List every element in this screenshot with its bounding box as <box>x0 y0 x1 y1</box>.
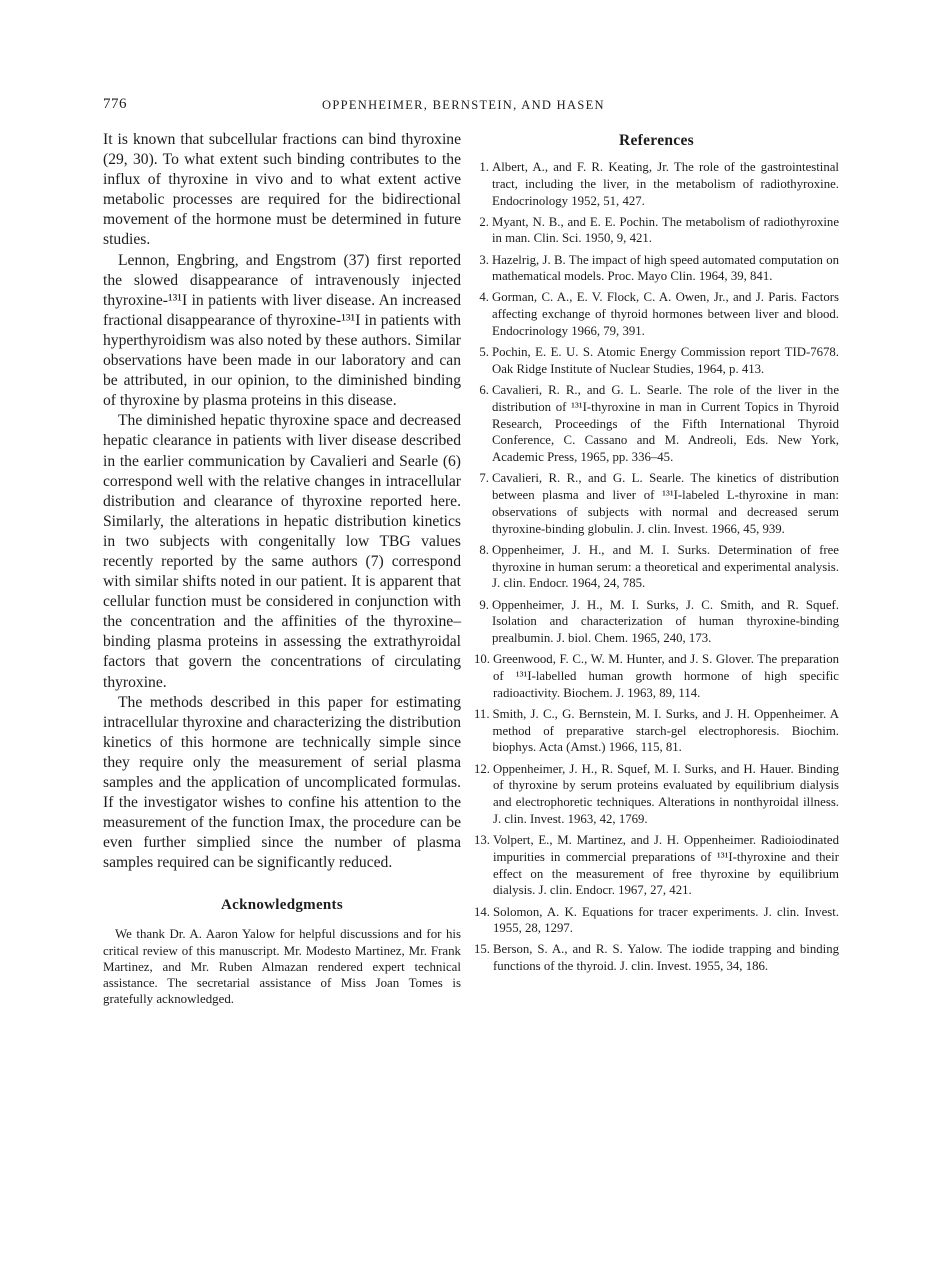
reference-text: Cavalieri, R. R., and G. L. Searle. The role of the liver in the distribution of ¹³¹I-thyroxine in man in Current Topics in Thyroid Research, Proceedings of the Fifth International Thyroid Conference, C. Cassano and M. Andreoli, Eds. New York, Academic Press, 1965, pp. 336–45. <box>492 383 839 465</box>
acknowledgments-text: We thank Dr. A. Aaron Yalow for helpful discussions and for his critical review of this manuscript. Mr. Modesto Martinez, Mr. Frank Martinez, and Mr. Ruben Almazan rendered expert technical assistance. The secretarial assistance of Miss Joan Tomes is gratefully acknowledged. <box>103 927 461 1006</box>
reference-item <box>474 214 839 248</box>
reference-text: Greenwood, F. C., W. M. Hunter, and J. S. Glover. The preparation of ¹³¹I-labelled human growth hormone of high specific radioactivity. Biochem. J. 1963, 89, 114. <box>493 652 839 700</box>
reference-text: Gorman, C. A., E. V. Flock, C. A. Owen, Jr., and J. Paris. Factors affecting exchange of thyroid hormones between liver and blood. Endocrinology 1966, 79, 391. <box>492 290 839 339</box>
reference-number: 11. <box>474 706 490 721</box>
reference-text: Hazelrig, J. B. The impact of high speed automated computation on mathematical models. Proc. Mayo Clin. 1964, 39, 841. <box>492 252 839 284</box>
body-paragraph: Lennon, Engbring, and Engstrom (37) first reported the slowed disappearance of intravenously injected thyroxine-¹³¹I in patients with liver disease. An increased fractional disappearance of thyroxine-¹³¹I in patients with hyperthyroidism was also noted by these authors. Similar observations have been made in our laboratory and can be attributed, in our opinion, to the diminished binding of thyroxine by plasma proteins in this disease. <box>103 251 461 410</box>
reference-text: Solomon, A. K. Equations for tracer experiments. J. clin. Invest. 1955, 28, 1297. <box>493 904 839 936</box>
reference-item <box>474 904 839 938</box>
reference-item <box>474 542 839 592</box>
reference-item <box>474 706 839 756</box>
reference-number: 6. <box>479 383 489 398</box>
reference-list <box>474 159 839 975</box>
page-number: 776 <box>103 96 127 112</box>
reference-text: Oppenheimer, J. H., R. Squef, M. I. Surks, and H. Hauer. Binding of thyroxine by serum proteins evaluated by equilibrium dialysis and electrophoretic techniques. Alterations in nonthyroidal illness. J. clin. Invest. 1963, 42, 1769. <box>493 761 839 826</box>
references-heading: References <box>618 132 694 149</box>
reference-item <box>474 159 839 209</box>
reference-text: Smith, J. C., G. Bernstein, M. I. Surks, and J. H. Oppenheimer. A method of preparative starch-gel electrophoresis. Biochim. biophys. Acta (Amst.) 1966, 115, 81. <box>492 706 839 755</box>
reference-text: Pochin, E. E. U. S. Atomic Energy Commission report TID-7678. Oak Ridge Institute of Nuclear Studies, 1964, p. 413. <box>492 345 839 376</box>
reference-number: 10. <box>474 652 490 667</box>
reference-number: 5. <box>479 345 489 360</box>
reference-item <box>474 289 839 339</box>
reference-number: 15. <box>474 942 490 957</box>
body-paragraph: The methods described in this paper for estimating intracellular thyroxine and characterizing the distribution kinetics of this hormone are technically simple since they require only the measurement of serial plasma samples and the application of uncomplicated formulas. If the investigator wishes to confine his attention to the measurement of the function Imax, the procedure can be even further simplied since the number of plasma samples required can be significantly reduced. <box>103 693 461 872</box>
body-paragraph: The diminished hepatic thyroxine space and decreased hepatic clearance in patients with liver disease described in the earlier communication by Cavalieri and Searle (6) correspond well with the relative changes in intracellular distribution and clearance of thyroxine reported here. Similarly, the alterations in hepatic distribution kinetics in two subjects with congenitally low TBG values recently reported by the same authors (7) correspond with similar shifts noted in our patient. It is apparent that cellular function must be considered in conjunction with the concentration and the affinities of the thyroxine–binding plasma proteins in assessing the extrathyroidal factors that govern the concentrations of circulating thyroxine. <box>103 412 461 691</box>
reference-text: Berson, S. A., and R. S. Yalow. The iodide trapping and binding functions of the thyroid. J. clin. Invest. 1955, 34, 186. <box>493 942 839 974</box>
reference-text: Cavalieri, R. R., and G. L. Searle. The kinetics of distribution between plasma and liver of ¹³¹I-labeled L-thyroxine in man: observations of subjects with normal and decreased serum thyroxine-binding globulin. J. clin. Invest. 1966, 45, 939. <box>492 471 839 536</box>
reference-text: Oppenheimer, J. H., and M. I. Surks. Determination of free thyroxine in human serum: a theoretical and experimental analysis. J. clin. Endocr. 1964, 24, 785. <box>492 542 839 591</box>
reference-text: Volpert, E., M. Martinez, and J. H. Oppenheimer. Radioiodinated impurities in commercial preparations of ¹³¹I-thyroxine and their effect on the measurement of free thyroxine by equilibrium dialysis. J. clin. Endocr. 1967, 27, 421. <box>493 833 839 898</box>
reference-text: Oppenheimer, J. H., M. I. Surks, J. C. Smith, and R. Squef. Isolation and characterization of human thyroxine-binding prealbumin. J. biol. Chem. 1965, 240, 173. <box>492 597 839 646</box>
reference-item <box>474 382 839 466</box>
reference-item <box>474 651 839 701</box>
reference-number: 3. <box>479 252 489 267</box>
body-paragraph: It is known that subcellular fractions can bind thyroxine (29, 30). To what extent such binding contributes to the influx of thyroxine in vivo and to what extent active metabolic processes are required for the bidirectional movement of the hormone must be determined in future studies. <box>103 131 461 249</box>
reference-number: 7. <box>479 471 489 486</box>
reference-number: 13. <box>474 833 490 848</box>
reference-number: 14. <box>474 904 490 919</box>
reference-item <box>474 761 839 828</box>
reference-item <box>474 941 839 975</box>
reference-number: 4. <box>479 290 489 305</box>
reference-item <box>474 470 839 537</box>
reference-number: 1. <box>479 160 489 174</box>
reference-number: 2. <box>479 214 489 229</box>
left-column <box>103 130 461 1007</box>
right-column <box>474 132 839 979</box>
reference-number: 8. <box>479 542 489 557</box>
reference-item <box>474 832 839 899</box>
reference-item <box>474 597 839 647</box>
reference-item <box>474 344 839 378</box>
reference-item <box>474 252 839 286</box>
reference-number: 9. <box>479 597 489 612</box>
running-head: OPPENHEIMER, BERNSTEIN, AND HASEN <box>322 98 605 112</box>
reference-text: Albert, A., and F. R. Keating, Jr. The role of the gastrointestinal tract, including the liver, in the metabolism of radiothyroxine. Endocrinology 1952, 51, 427. <box>492 160 839 208</box>
reference-number: 12. <box>474 761 490 776</box>
reference-text: Myant, N. B., and E. E. Pochin. The metabolism of radiothyroxine in man. Clin. Sci. 1950, 9, 421. <box>492 214 839 246</box>
acknowledgments-heading: Acknowledgments <box>220 897 343 914</box>
